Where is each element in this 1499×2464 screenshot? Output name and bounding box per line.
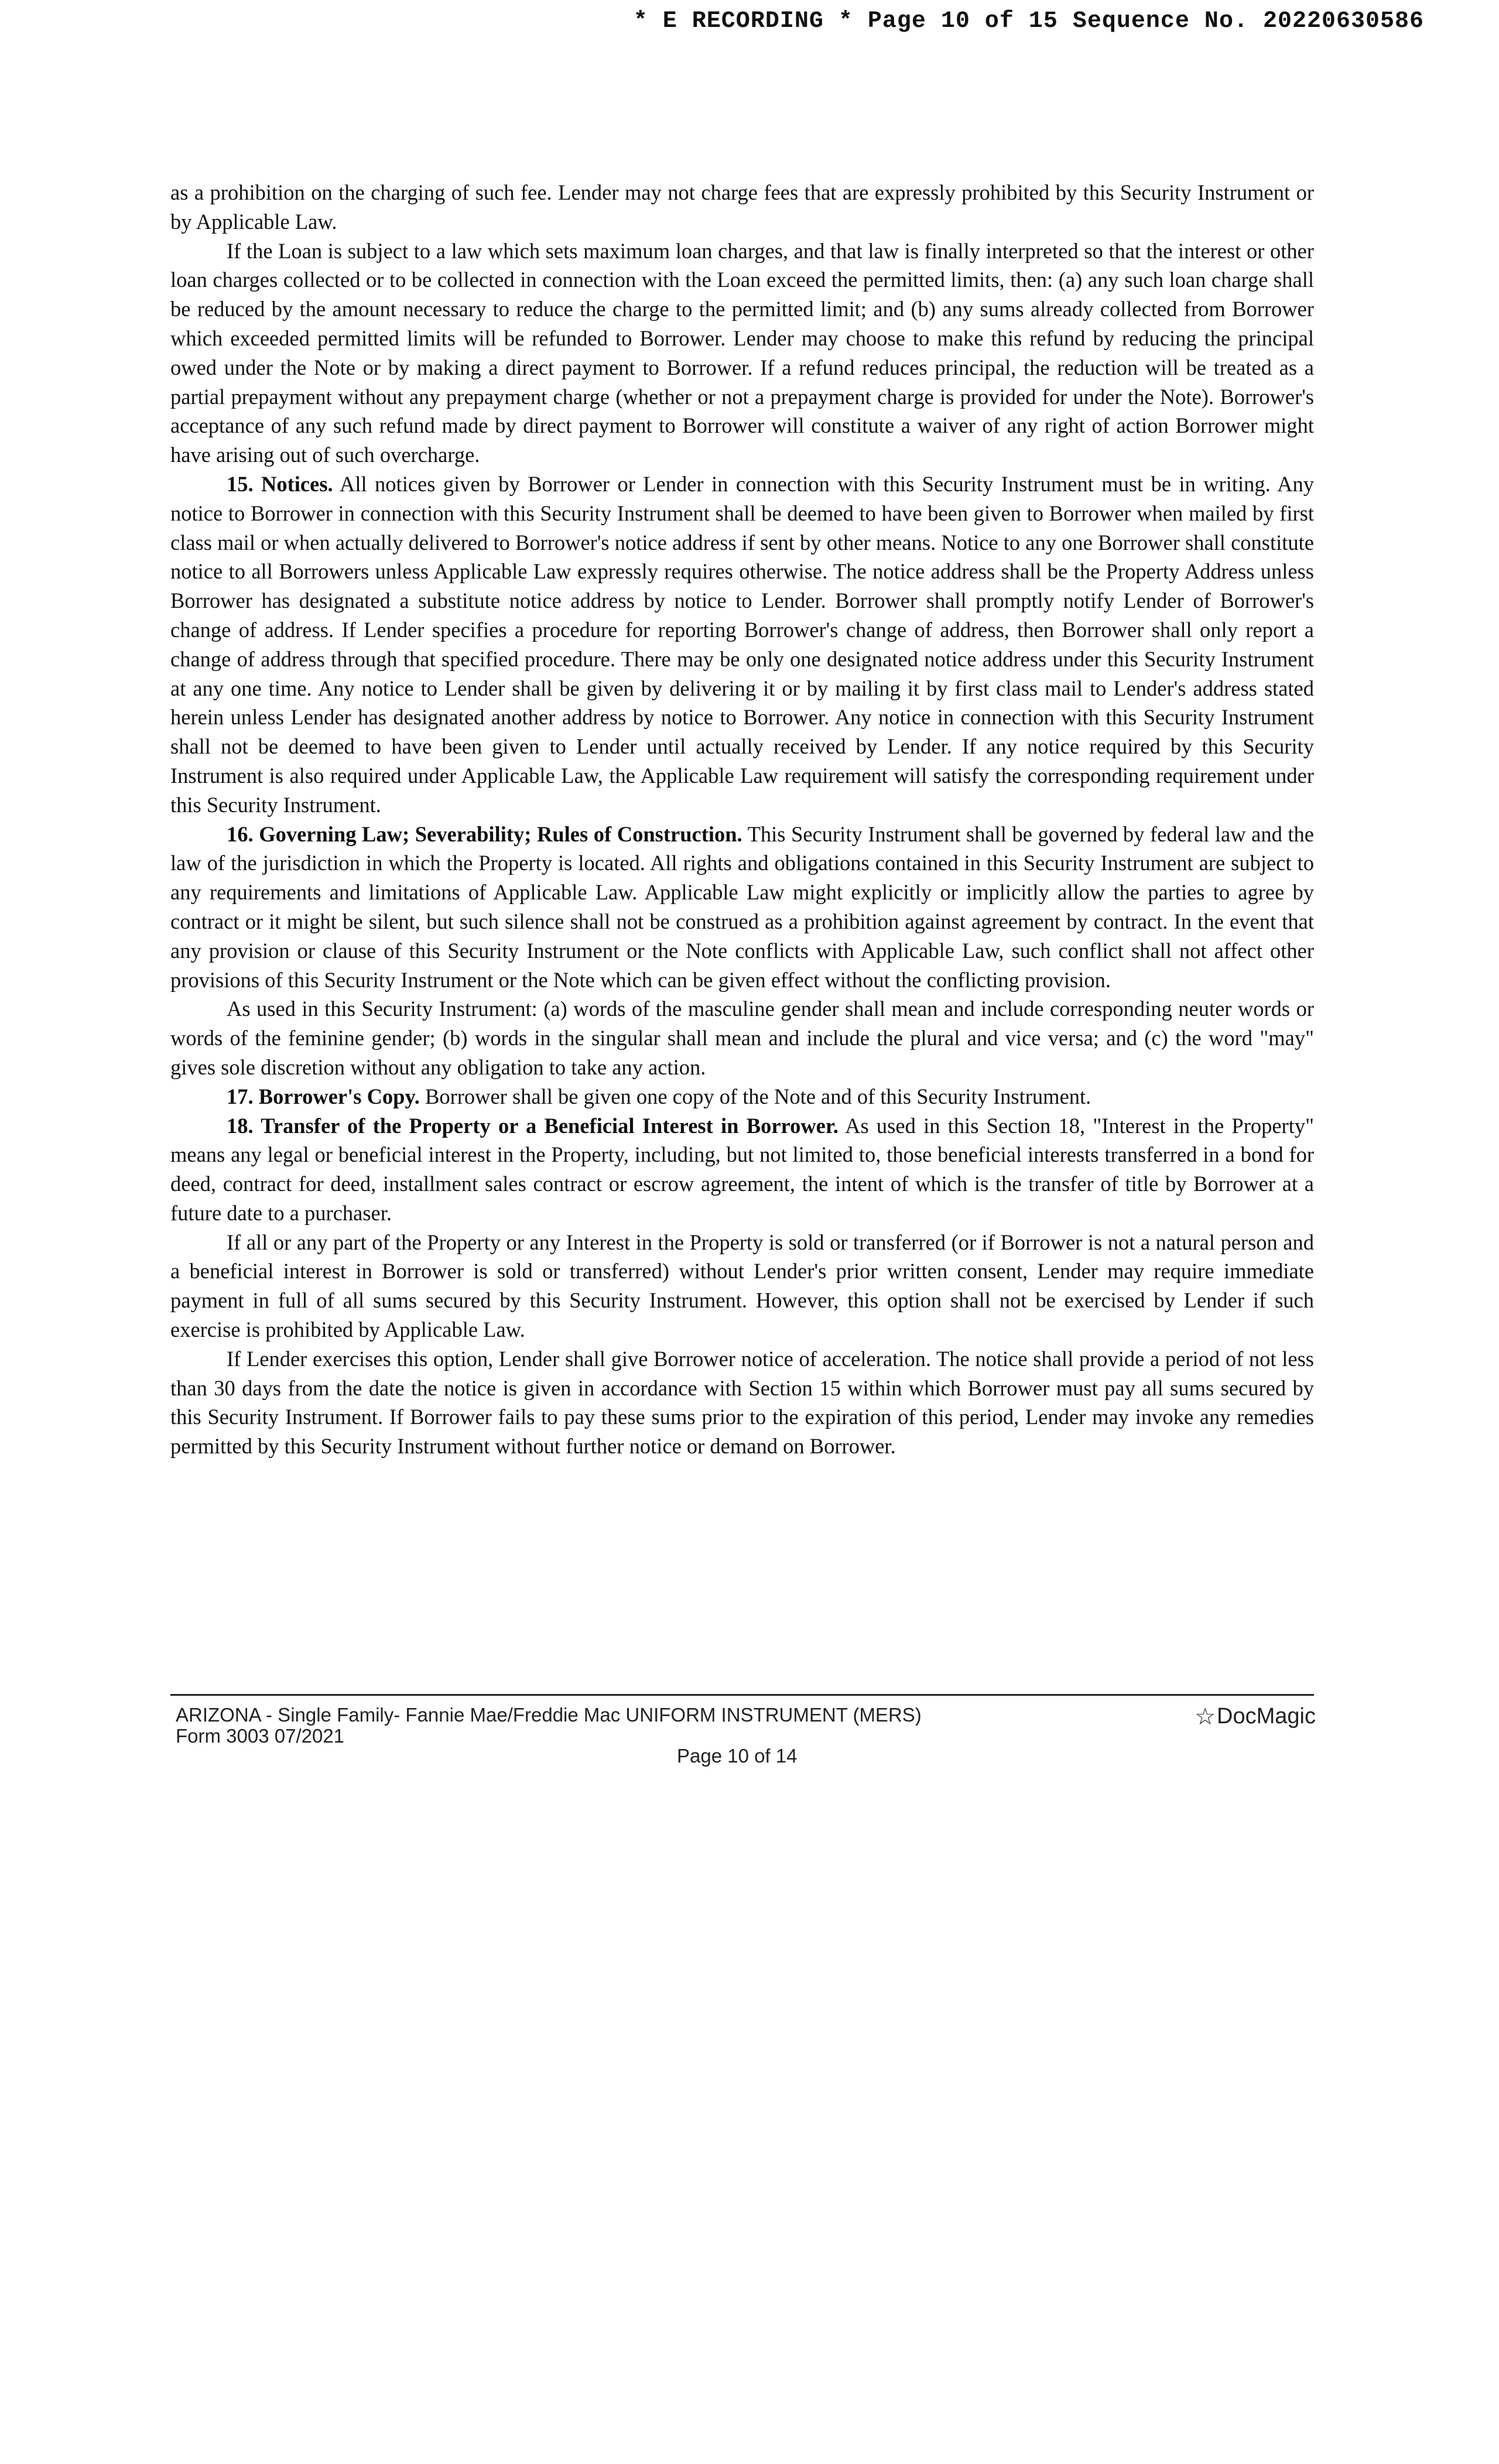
- paragraph-usage: As used in this Security Instrument: (a) words of the masculine gender shall mean and include corresponding neuter words or words of the feminine gender; (b) words in the singular shall mean and include the plural and vice versa; and (c) the word "may" gives sole discretion without any obligation to take any action.: [170, 997, 1314, 1079]
- document-body: [170, 178, 1314, 1461]
- paragraph-loan-charges: If the Loan is subject to a law which sets maximum loan charges, and that law is finally interpreted so that the interest or other loan charges collected or to be collected in connection with the Loan exceed the permitted limits, then: (a) any such loan charge shall be reduced by the amount necessary to reduce the charge to the permitted limit; and (b) any sums already collected from Borrower which exceeded permitted limits will be refunded to Borrower. Lender may choose to make this refund by reducing the principal owed under the Note or by making a direct payment to Borrower. If a refund reduces principal, the reduction will be treated as a partial prepayment without any prepayment charge (whether or not a prepayment charge is provided for under the Note). Borrower's acceptance of any such refund made by direct payment to Borrower will constitute a waiver of any right of action Borrower might have arising out of such overcharge.: [170, 238, 1314, 467]
- section-17-heading: 17. Borrower's Copy.: [227, 1084, 420, 1108]
- section-15-notices: [170, 470, 1314, 820]
- section-18-heading: 18. Transfer of the Property or a Beneficial Interest in Borrower.: [227, 1113, 839, 1138]
- paragraph-continuation: as a prohibition on the charging of such fee. Lender may not charge fees that are expressly prohibited by this Security Instrument or by Applicable Law.: [170, 180, 1314, 234]
- section-17-borrowers-copy: [170, 1082, 1314, 1111]
- footer-form-number: Form 3003 07/2021: [176, 1725, 345, 1747]
- paragraph-acceleration: If Lender exercises this option, Lender shall give Borrower notice of acceleration. The notice shall provide a period of not less than 30 days from the date the notice is given in accordance with Section 15 within which Borrower must pay all sums secured by this Security Instrument. If Borrower fails to pay these sums prior to the expiration of this period, Lender may invoke any remedies permitted by this Security Instrument without further notice or demand on Borrower.: [170, 1346, 1314, 1459]
- section-15-heading: 15. Notices.: [227, 471, 333, 496]
- section-16-heading: 16. Governing Law; Severability; Rules of Construction.: [227, 822, 742, 846]
- footer-page-number: Page 10 of 14: [677, 1745, 798, 1767]
- paragraph-transfer: If all or any part of the Property or any Interest in the Property is sold or transferred (or if Borrower is not a natural person and a beneficial interest in Borrower is sold or transferred) without Lender's prior written consent, Lender may require immediate payment in full of all sums secured by this Security Instrument. However, this option shall not be exercised by Lender if such exercise is prohibited by Applicable Law.: [170, 1230, 1314, 1342]
- footer-form-info: [176, 1705, 922, 1747]
- section-15-text: All notices given by Borrower or Lender in connection with this Security Instrument must be in writing. Any notice to Borrower in connection with this Security Instrument shall be deemed to have been given to Borrower when mailed by first class mail or when actually delivered to Borrower's notice address if sent by other means. Notice to any one Borrower shall constitute notice to all Borrowers unless Applicable Law expressly requires otherwise. The notice address shall be the Property Address unless Borrower has designated a substitute notice address by notice to Lender. Borrower shall promptly notify Lender of Borrower's change of address. If Lender specifies a procedure for reporting Borrower's change of address, then Borrower shall only report a change of address through that specified procedure. There may be only one designated notice address under this Security Instrument at any one time. Any notice to Lender shall be given by delivering it or by mailing it by first class mail to Lender's address stated herein unless Lender has designated another address by notice to Borrower. Any notice in connection with this Security Instrument shall not be deemed to have been given to Lender until actually received by Lender. If any notice required by this Security Instrument is also required under Applicable Law, the Applicable Law requirement will satisfy the corresponding requirement under this Security Instrument.: [170, 471, 1314, 817]
- section-18-transfer: [170, 1111, 1314, 1228]
- star-icon: ☆: [1195, 1703, 1216, 1730]
- section-18-text: As used in this Section 18, "Interest in the Property" means any legal or beneficial interest in the Property, including, but not limited to, those beneficial interests transferred in a bond for deed, contract for deed, installment sales contract or escrow agreement, the intent of which is the transfer of title by Borrower at a future date to a purchaser.: [170, 1113, 1314, 1225]
- section-16-governing-law: [170, 820, 1314, 995]
- footer-brand: [1195, 1704, 1316, 1729]
- section-17-text: Borrower shall be given one copy of the Note and of this Security Instrument.: [425, 1084, 1091, 1108]
- footer-form-title: ARIZONA - Single Family- Fannie Mae/Freddie Mac UNIFORM INSTRUMENT (MERS): [176, 1704, 922, 1726]
- section-16-text: This Security Instrument shall be governed by federal law and the law of the jurisdiction in which the Property is located. All rights and obligations contained in this Security Instrument are subject to any requirements and limitations of Applicable Law. Applicable Law might explicitly or implicitly allow the parties to agree by contract or it might be silent, but such silence shall not be construed as a prohibition against agreement by contract. In the event that any provision or clause of this Security Instrument or the Note conflicts with Applicable Law, such conflict shall not affect other provisions of this Security Instrument or the Note which can be given effect without the conflicting provision.: [170, 822, 1314, 992]
- brand-name: DocMagic: [1217, 1704, 1316, 1729]
- footer-divider: [170, 1694, 1314, 1696]
- recording-stamp: * E RECORDING * Page 10 of 15 Sequence No. 20220630586: [633, 8, 1424, 35]
